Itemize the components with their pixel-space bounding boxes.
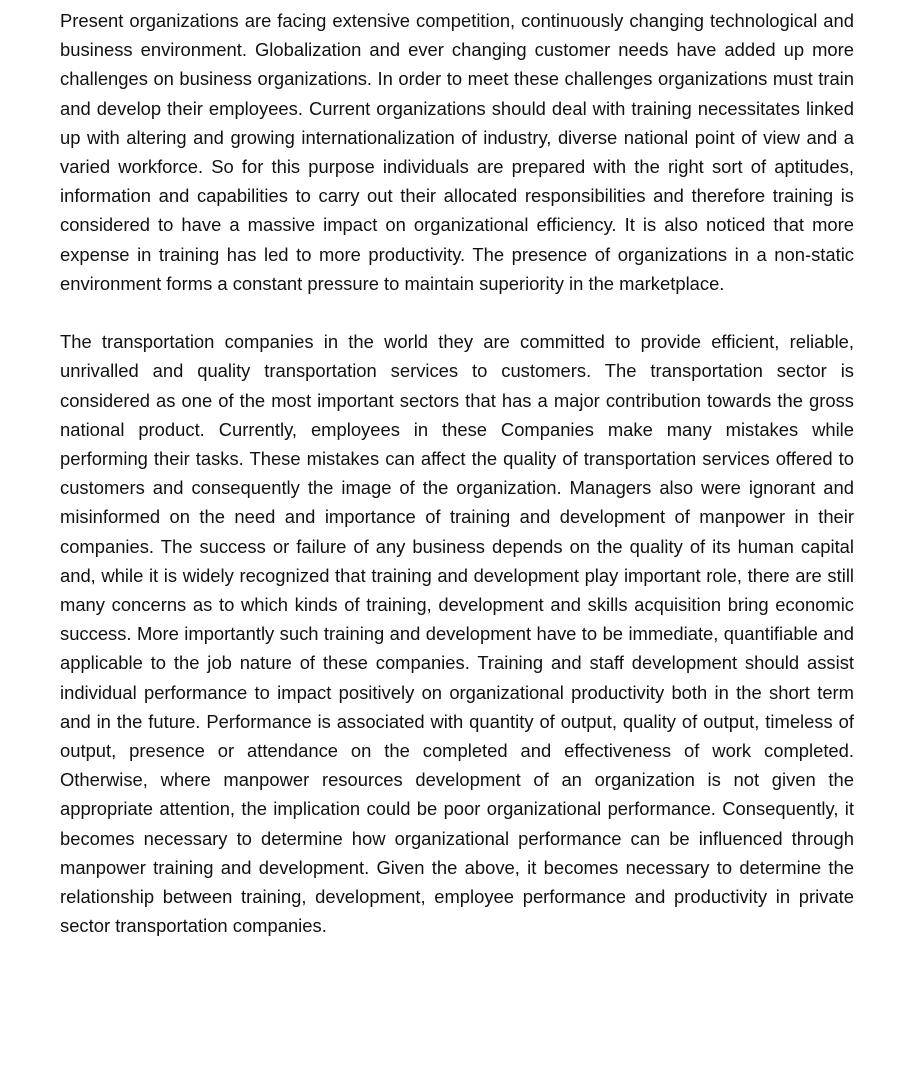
document-body [60,6,854,940]
paragraph-1: Present organizations are facing extensive competition, continuously changing technological and business environment. Globalization and ever changing customer needs have added up more challenges on business organizations. In order to meet these challenges organizations must train and develop their employees. Current organizations should deal with training necessitates linked up with altering and growing internationalization of industry, diverse national point of view and a varied workforce. So for this purpose individuals are prepared with the right sort of aptitudes, information and capabilities to carry out their allocated responsibilities and therefore training is considered to have a massive impact on organizational efficiency. It is also noticed that more expense in training has led to more productivity. The presence of organizations in a non-static environment forms a constant pressure to maintain superiority in the marketplace. [60,10,854,294]
paragraph-2: The transportation companies in the world they are committed to provide efficient, reliable, unrivalled and quality transportation services to customers. The transportation sector is considered as one of the most important sectors that has a major contribution towards the gross national product. Currently, employees in these Companies make many mistakes while performing their tasks. These mistakes can affect the quality of transportation services offered to customers and consequently the image of the organization. Managers also were ignorant and misinformed on the need and importance of training and development of manpower in their companies. The success or failure of any business depends on the quality of its human capital and, while it is widely recognized that training and development play important role, there are still many concerns as to which kinds of training, development and skills acquisition bring economic success. More importantly such training and development have to be immediate, quantifiable and applicable to the job nature of these companies. Training and staff development should assist individual performance to impact positively on organizational productivity both in the short term and in the future. Performance is associated with quantity of output, quality of output, timeless of output, presence or attendance on the completed and effectiveness of work completed. Otherwise, where manpower resources development of an organization is not given the appropriate attention, the implication could be poor organizational performance. Consequently, it becomes necessary to determine how organizational performance can be influenced through manpower training and development. Given the above, it becomes necessary to determine the relationship between training, development, employee performance and productivity in private sector transportation companies. [60,331,854,937]
